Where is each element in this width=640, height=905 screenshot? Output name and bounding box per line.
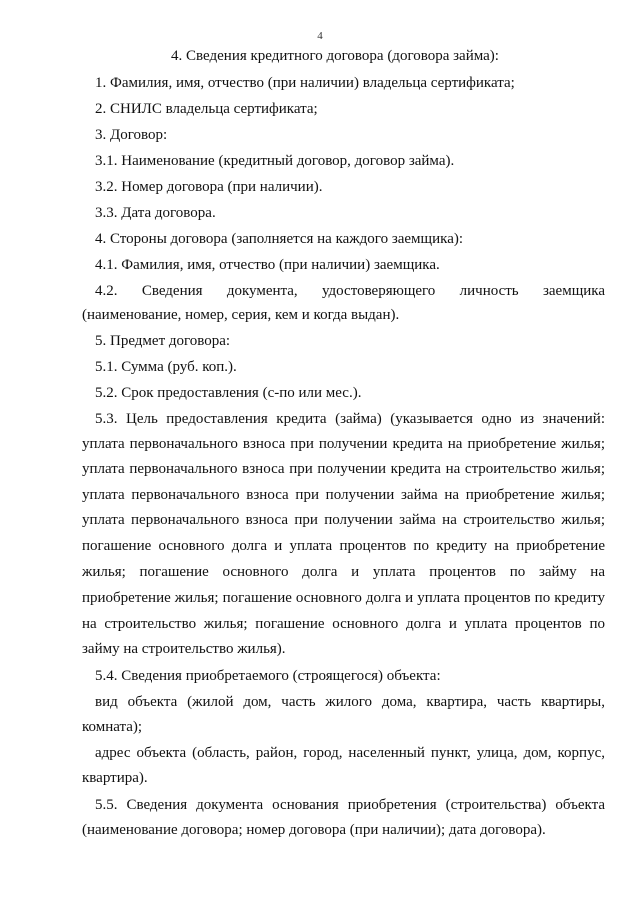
text-line: уплата первоначального взноса при получении кредита на приобретение жилья; bbox=[82, 436, 605, 452]
text-line: 1. Фамилия, имя, отчество (при наличии) владельца сертификата; bbox=[95, 75, 515, 91]
text-line: погашение основного долга и уплата процентов по кредиту на приобретение bbox=[82, 538, 605, 554]
text-line: 3.3. Дата договора. bbox=[95, 205, 216, 221]
text-line: 4.1. Фамилия, имя, отчество (при наличии) заемщика. bbox=[95, 257, 440, 273]
text-line: квартира). bbox=[82, 770, 148, 786]
text-line: 3. Договор: bbox=[95, 127, 168, 143]
text-line: (наименование договора; номер договора (при наличии); дата договора). bbox=[82, 822, 546, 838]
text-line: вид объекта (жилой дом, часть жилого дома, квартира, часть квартиры, bbox=[95, 694, 605, 710]
text-line: 2. СНИЛС владельца сертификата; bbox=[95, 101, 318, 117]
text-line: 5.4. Сведения приобретаемого (строящегося) объекта: bbox=[95, 668, 441, 684]
section-heading: 4. Сведения кредитного договора (договора займа): bbox=[171, 48, 499, 64]
text-line: 5.1. Сумма (руб. коп.). bbox=[95, 359, 237, 375]
text-line: займу на строительство жилья). bbox=[82, 641, 286, 657]
text-line: 4.2. Сведения документа, удостоверяющего личность заемщика bbox=[95, 283, 605, 299]
text-line: 5.2. Срок предоставления (с-по или мес.). bbox=[95, 385, 362, 401]
page-number: 4 bbox=[317, 30, 323, 42]
text-line: 4. Стороны договора (заполняется на каждого заемщика): bbox=[95, 231, 464, 247]
text-line: комната); bbox=[82, 719, 143, 735]
text-line: 3.2. Номер договора (при наличии). bbox=[95, 179, 323, 195]
text-line: уплата первоначального взноса при получении займа на приобретение жилья; bbox=[82, 487, 605, 503]
text-line: 5.5. Сведения документа основания приобретения (строительства) объекта bbox=[95, 797, 605, 813]
text-line: 5. Предмет договора: bbox=[95, 333, 231, 349]
text-line: (наименование, номер, серия, кем и когда выдан). bbox=[82, 307, 400, 323]
text-line: 5.3. Цель предоставления кредита (займа) (указывается одно из значений: bbox=[95, 411, 605, 427]
text-line: 3.1. Наименование (кредитный договор, договор займа). bbox=[95, 153, 455, 169]
text-line: на строительство жилья; погашение основного долга и уплата процентов по bbox=[82, 616, 605, 632]
text-line: жилья; погашение основного долга и уплата процентов по займу на bbox=[82, 564, 605, 580]
text-line: уплата первоначального взноса при получении займа на строительство жилья; bbox=[82, 512, 605, 528]
text-line: уплата первоначального взноса при получении кредита на строительство жилья; bbox=[82, 461, 605, 477]
text-line: приобретение жилья; погашение основного долга и уплата процентов по кредиту bbox=[82, 590, 605, 606]
text-line: адрес объекта (область, район, город, населенный пункт, улица, дом, корпус, bbox=[95, 745, 605, 761]
